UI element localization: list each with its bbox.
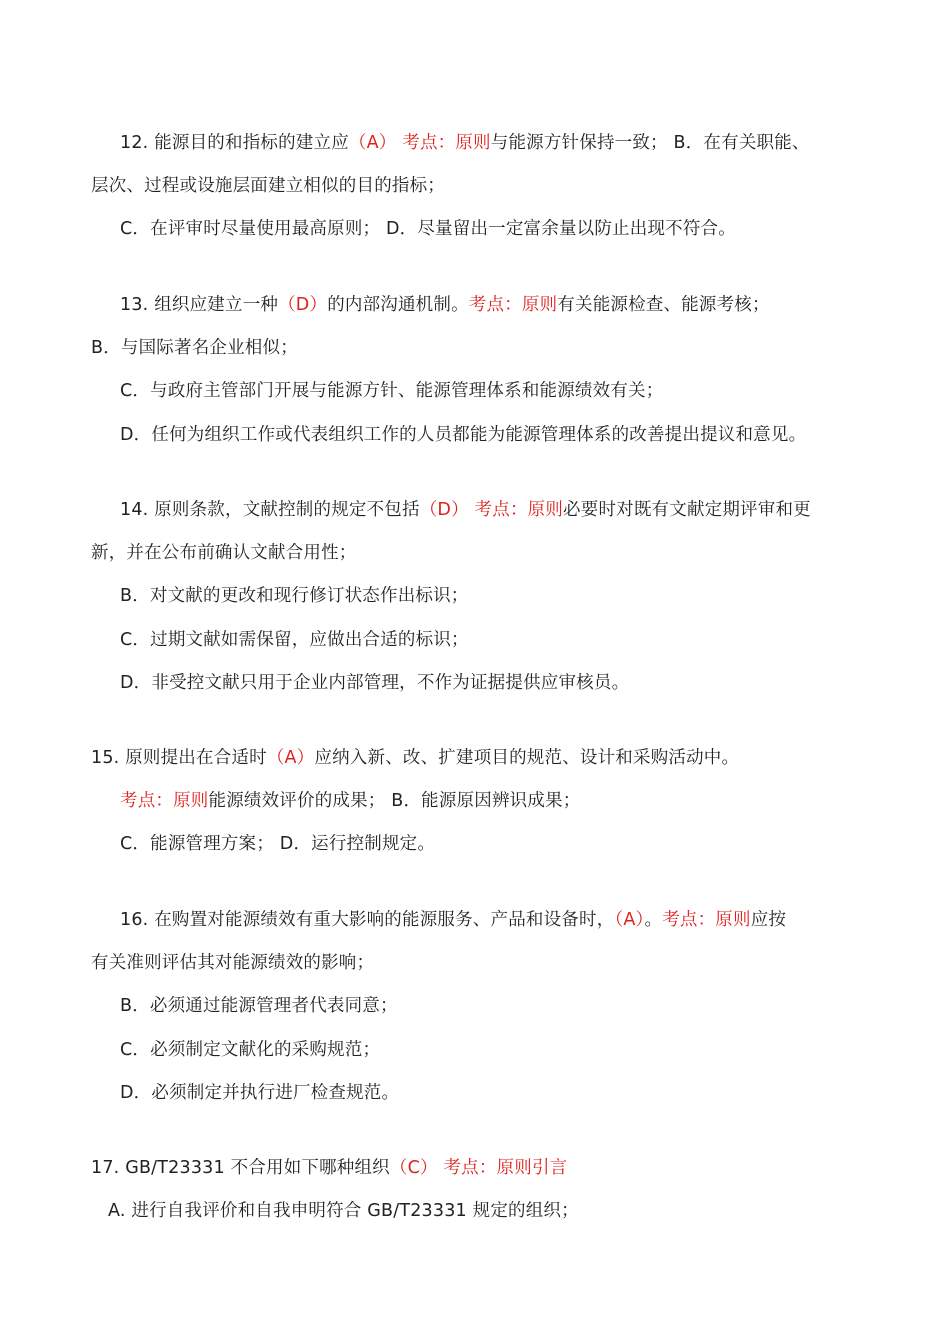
highlight-text: （D） (278, 295, 328, 315)
body-text: 层次、过程或设施层面建立相似的目的指标； (91, 176, 445, 196)
body-text: C．能源管理方案； D．运行控制规定。 (120, 834, 436, 854)
body-text: D．任何为组织工作或代表组织工作的人员都能为能源管理体系的改善提出提议和意见。 (120, 425, 807, 445)
q13-line-2 (91, 336, 298, 360)
q12-line-2 (91, 174, 445, 198)
q12-line-1 (120, 131, 810, 155)
q15-line-1 (91, 746, 739, 770)
body-text: C．必须制定文献化的采购规范； (120, 1040, 381, 1060)
q16-line-2 (91, 951, 374, 975)
body-text: B．对文献的更改和现行修订状态作出标识； (120, 586, 469, 606)
question-number: 13. (120, 295, 149, 315)
body-text: 应按 (750, 910, 787, 930)
question-number: 16. (120, 910, 149, 930)
body-text: B．必须通过能源管理者代表同意； (120, 996, 398, 1016)
q13-line-3 (120, 379, 663, 403)
question-number: 17. (91, 1158, 120, 1178)
question-number: 14. (120, 500, 149, 520)
body-text: D．非受控文献只用于企业内部管理，不作为证据提供应审核员。 (120, 673, 630, 693)
highlight-text: 考点：原则引言 (443, 1158, 568, 1178)
body-text: C．过期文献如需保留，应做出合适的标识； (120, 630, 469, 650)
q15-line-2 (120, 789, 580, 813)
body-text: D．必须制定并执行进厂检查规范。 (120, 1083, 400, 1103)
body-text: 原则条款，文献控制的规定不包括 (154, 500, 420, 520)
body-text: C．与政府主管部门开展与能源方针、能源管理体系和能源绩效有关； (120, 381, 664, 401)
body-text: C．在评审时尽量使用最高原则； D．尽量留出一定富余量以防止出现不符合。 (120, 219, 736, 239)
highlight-text: （A） (614, 910, 645, 930)
body-text: 有关能源检查、能源考核； (557, 295, 770, 315)
question-number: 12. (120, 133, 149, 153)
body-text: GB/T23331 不合用如下哪种组织 (125, 1158, 390, 1178)
q14-line-3 (120, 584, 469, 608)
body-text: 原则提出在合适时 (125, 748, 267, 768)
highlight-text: （C） (389, 1158, 438, 1178)
question-number: 15. (91, 748, 120, 768)
body-text: 应纳入新、改、扩建项目的规范、设计和采购活动中。 (314, 748, 740, 768)
body-text: 必要时对既有文献定期评审和更 (563, 500, 811, 520)
q16-line-4 (120, 1038, 380, 1062)
q16-line-5 (120, 1081, 399, 1105)
highlight-text: 考点：原则 (402, 133, 491, 153)
q14-line-5 (120, 671, 629, 695)
body-text: 与能源方针保持一致； B．在有关职能、 (490, 133, 810, 153)
q13-line-1 (120, 293, 770, 317)
highlight-text: 考点：原则 (474, 500, 564, 520)
body-text: 能源目的和指标的建立应 (154, 133, 349, 153)
q14-line-1 (120, 498, 811, 522)
body-text: A. 进行自我评价和自我申明符合 GB/T23331 规定的组织； (108, 1201, 579, 1221)
q17-line-2 (108, 1199, 579, 1223)
highlight-text: 考点：原则 (120, 791, 209, 811)
body-text: 组织应建立一种 (154, 295, 279, 315)
q15-line-3 (120, 832, 435, 856)
highlight-text: （A） (348, 133, 397, 153)
highlight-text: （A） (266, 748, 315, 768)
q16-line-1 (120, 908, 786, 932)
q16-line-3 (120, 994, 398, 1018)
body-text: B．与国际著名企业相似； (91, 338, 298, 358)
highlight-text: 考点：原则 (468, 295, 558, 315)
q13-line-4 (120, 423, 806, 447)
body-text: 。 (644, 910, 663, 930)
highlight-text: （D） (419, 500, 469, 520)
q12-line-3 (120, 217, 736, 241)
body-text: 新，并在公布前确认文献合用性； (91, 543, 357, 563)
body-text: 有关准则评估其对能源绩效的影响； (91, 953, 375, 973)
body-text: 的内部沟通机制。 (327, 295, 469, 315)
q14-line-2 (91, 541, 357, 565)
body-text: 在购置对能源绩效有重大影响的能源服务、产品和设备时， (154, 910, 615, 930)
q17-line-1 (91, 1156, 567, 1180)
q14-line-4 (120, 628, 469, 652)
highlight-text: 考点：原则 (662, 910, 751, 930)
body-text: 能源绩效评价的成果； B．能源原因辨识成果； (208, 791, 581, 811)
